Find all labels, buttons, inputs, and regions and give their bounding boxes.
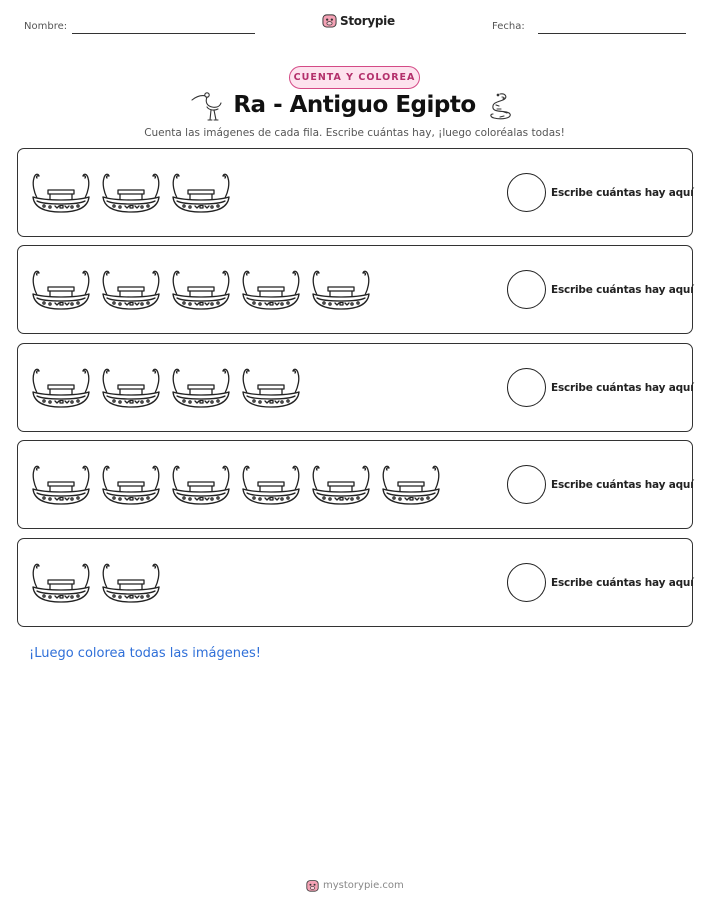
boat-group: [28, 149, 234, 236]
answer-circle[interactable]: [507, 270, 546, 309]
boat-icon[interactable]: [168, 462, 234, 508]
boat-icon[interactable]: [98, 170, 164, 216]
boat-icon[interactable]: [308, 267, 374, 313]
piggy-logo-icon: [306, 879, 319, 892]
boat-icon[interactable]: [168, 267, 234, 313]
answer-label: Escribe cuántas hay aquí: [551, 283, 694, 296]
answer-label: Escribe cuántas hay aquí: [551, 186, 694, 199]
answer-label: Escribe cuántas hay aquí: [551, 478, 694, 491]
brand-name: Storypie: [340, 13, 395, 28]
boat-group: [28, 441, 444, 528]
answer-label: Escribe cuántas hay aquí: [551, 381, 694, 394]
activity-badge: CUENTA Y COLOREA: [289, 66, 420, 89]
boat-icon[interactable]: [28, 365, 94, 411]
brand-logo: [322, 13, 395, 28]
answer-circle[interactable]: [507, 563, 546, 602]
footer-url: mystorypie.com: [323, 880, 404, 891]
footer-note: ¡Luego colorea todas las imágenes!: [29, 646, 261, 661]
boat-icon[interactable]: [98, 365, 164, 411]
boat-icon[interactable]: [98, 560, 164, 606]
boat-icon[interactable]: [238, 365, 304, 411]
boat-icon[interactable]: [168, 365, 234, 411]
boat-icon[interactable]: [308, 462, 374, 508]
boat-icon[interactable]: [378, 462, 444, 508]
boat-icon[interactable]: [238, 267, 304, 313]
boat-group: [28, 539, 164, 626]
boat-icon[interactable]: [28, 462, 94, 508]
counting-row: [17, 538, 693, 627]
answer-label: Escribe cuántas hay aquí: [551, 576, 694, 589]
date-label: Fecha:: [492, 21, 525, 32]
counting-row: [17, 148, 693, 237]
boat-icon[interactable]: [28, 560, 94, 606]
instructions: Cuenta las imágenes de cada fila. Escribe cuántas hay, ¡luego coloréalas todas!: [144, 127, 565, 139]
piggy-logo-icon: [322, 13, 337, 28]
boat-icon[interactable]: [168, 170, 234, 216]
boat-icon[interactable]: [28, 170, 94, 216]
boat-group: [28, 246, 374, 333]
answer-circle[interactable]: [507, 368, 546, 407]
answer-circle[interactable]: [507, 465, 546, 504]
footer-brand: [306, 879, 404, 892]
snake-icon: [484, 90, 518, 122]
boat-icon[interactable]: [28, 267, 94, 313]
counting-row: [17, 343, 693, 432]
page-title: Ra - Antiguo Egipto: [233, 92, 476, 118]
counting-row: [17, 245, 693, 334]
boat-icon[interactable]: [98, 267, 164, 313]
name-line[interactable]: [72, 33, 255, 34]
name-label: Nombre:: [24, 21, 68, 32]
date-line[interactable]: [538, 33, 686, 34]
boat-group: [28, 344, 304, 431]
boat-icon[interactable]: [238, 462, 304, 508]
counting-row: [17, 440, 693, 529]
boat-icon[interactable]: [98, 462, 164, 508]
answer-circle[interactable]: [507, 173, 546, 212]
